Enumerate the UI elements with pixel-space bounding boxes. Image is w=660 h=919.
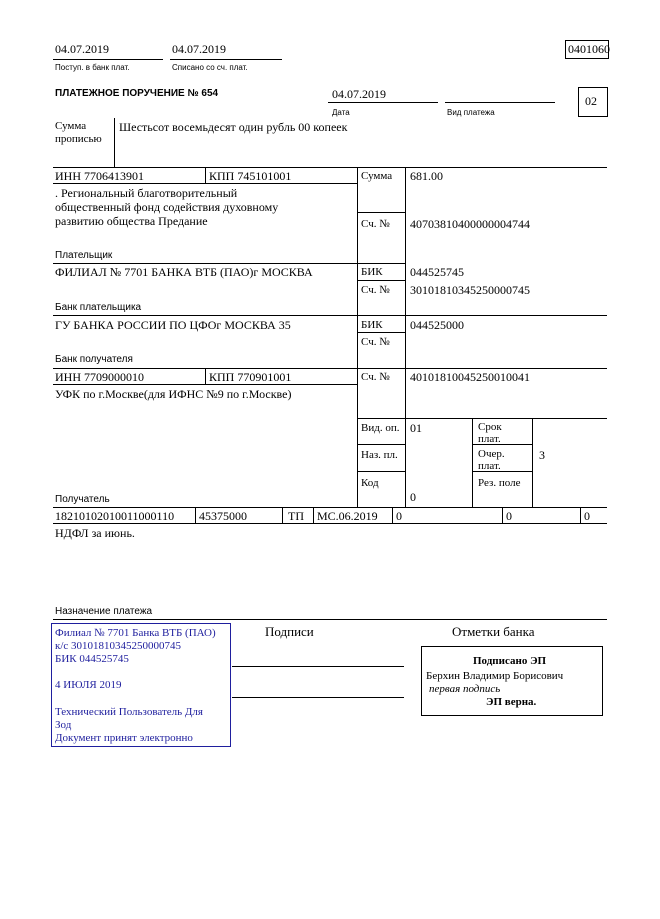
payer-bank-name: ФИЛИАЛ № 7701 БАНКА ВТБ (ПАО)г МОСКВА [55, 265, 313, 279]
e-signature-role: первая подпись [429, 683, 501, 695]
payer-inn-kpp-divider [205, 167, 206, 183]
ocher-label-1: Очер. [478, 448, 505, 460]
tax-divider-4 [392, 507, 393, 523]
amount-words-label-1: Сумма [55, 120, 87, 132]
tax-divider-6 [580, 507, 581, 523]
document-date-label: Дата [332, 108, 350, 117]
tax-period: МС.06.2019 [317, 509, 378, 523]
signature-line-2 [232, 697, 404, 698]
grid-line-v2 [405, 167, 406, 507]
payer-label: Плательщик [55, 250, 113, 261]
vid-op-value: 01 [410, 421, 422, 435]
payer-bank-label: Банк плательщика [55, 302, 142, 313]
purpose-label: Назначение платежа [55, 606, 153, 617]
document-date-line [328, 102, 438, 103]
debited-date-label: Списано со сч. плат. [172, 63, 248, 72]
payer-name-line-1: . Региональный благотворительный [55, 186, 238, 200]
payee-kpp: КПП 770901001 [209, 370, 292, 384]
received-date-line [53, 59, 163, 60]
payer-name-line-2: общественный фонд содействия духовному [55, 200, 279, 214]
payer-bank-account-label: Сч. № [361, 284, 390, 296]
sum-label: Сумма [361, 170, 393, 182]
kod-label: Код [361, 477, 379, 489]
payee-bank-name: ГУ БАНКА РОССИИ ПО ЦФОг МОСКВА 35 [55, 318, 291, 332]
payer-inn-line [53, 183, 357, 184]
payer-bottom-line [53, 263, 405, 264]
payee-bank-bik-label: БИК [361, 319, 383, 331]
bank-stamp-line-9: Документ принят электронно [55, 732, 193, 744]
status-code: 02 [585, 94, 597, 108]
purpose-bottom-line [53, 619, 607, 620]
payee-bank-bik-value: 044525000 [410, 318, 464, 332]
sum-value: 681.00 [410, 169, 443, 183]
payment-type-line [445, 102, 555, 103]
tax-type: 0 [584, 509, 590, 523]
form-code-box [565, 40, 609, 59]
tax-oktmo: 45375000 [199, 509, 247, 523]
bank-stamp-line-2: к/с 30101810345250000745 [55, 640, 182, 652]
ocher-label-2: плат. [478, 460, 501, 472]
debited-date-line [170, 59, 282, 60]
kod-value: 0 [410, 490, 416, 504]
payer-bank-bottom-line [53, 315, 607, 316]
payee-label: Получатель [55, 494, 110, 505]
naz-pl-label: Наз. пл. [361, 449, 398, 461]
purpose-text: НДФЛ за июнь. [55, 526, 135, 540]
amount-words-value: Шестьсот восемьдесят один рубль 00 копеек [119, 120, 348, 134]
rez-pole-label: Рез. поле [478, 477, 521, 489]
tax-row-bottom-line [53, 523, 607, 524]
payer-name-line-3: развитию общества Предание [55, 214, 208, 228]
payer-bank-account-value: 30101810345250000745 [410, 283, 530, 297]
vid-op-line [357, 444, 405, 445]
payment-type-label: Вид платежа [447, 108, 495, 117]
debited-date: 04.07.2019 [172, 42, 226, 56]
payee-bank-bik-line [357, 332, 405, 333]
grid-line-v1 [357, 167, 358, 507]
payee-inn: ИНН 7709000010 [55, 370, 144, 384]
payee-account-value: 40101810045250010041 [410, 370, 530, 384]
tax-divider-5 [502, 507, 503, 523]
bank-stamp-line-7: Технический Пользователь Для [55, 706, 203, 718]
tax-doc-number: 0 [396, 509, 402, 523]
received-date: 04.07.2019 [55, 42, 109, 56]
account-bottom-line [357, 418, 607, 419]
payee-bank-account-label: Сч. № [361, 336, 390, 348]
tax-kbk: 18210102010011000110 [55, 509, 175, 523]
form-code: 0401060 [568, 42, 610, 56]
bank-stamp-date: 4 ИЮЛЯ 2019 [55, 679, 122, 691]
payee-bank-label: Банк получателя [55, 354, 133, 365]
payer-account-label: Сч. № [361, 218, 390, 230]
tax-divider-3 [313, 507, 314, 523]
bank-stamp-line-8: Зод [55, 719, 72, 731]
tax-basis: ТП [288, 509, 304, 523]
vid-op-label: Вид. оп. [361, 422, 400, 434]
payer-inn: ИНН 7706413901 [55, 169, 144, 183]
e-signature-title: Подписано ЭП [473, 655, 547, 667]
document-title: ПЛАТЕЖНОЕ ПОРУЧЕНИЕ № 654 [55, 88, 219, 99]
ocher-value: 3 [539, 448, 545, 462]
amount-words-label-2: прописью [55, 133, 102, 145]
received-date-label: Поступ. в банк плат. [55, 63, 130, 72]
tax-divider-1 [195, 507, 196, 523]
e-signature-name: Берхин Владимир Борисович [426, 670, 564, 682]
status-code-box [578, 87, 608, 117]
payer-account-value: 40703810400000004744 [410, 217, 530, 231]
payee-name: УФК по г.Москве(для ИФНС №9 по г.Москве) [55, 387, 292, 401]
tax-divider-2 [282, 507, 283, 523]
payer-bank-bik-line [357, 280, 405, 281]
amount-words-bottom-line [53, 167, 607, 168]
payee-account-label: Сч. № [361, 371, 390, 383]
naz-pl-line [357, 471, 405, 472]
document-date: 04.07.2019 [332, 87, 386, 101]
signatures-label: Подписи [265, 624, 314, 639]
payee-inn-line [53, 384, 357, 385]
payee-bank-bottom-line [53, 368, 607, 369]
grid-line-v4 [532, 418, 533, 507]
payer-kpp: КПП 745101001 [209, 169, 292, 183]
payer-bank-bik-value: 044525745 [410, 265, 464, 279]
e-signature-status: ЭП верна. [486, 696, 537, 708]
bank-stamp-line-1: Филиал № 7701 Банка ВТБ (ПАО) [55, 627, 216, 639]
payee-bottom-line [53, 507, 607, 508]
payer-bank-bik-label: БИК [361, 266, 383, 278]
payee-inn-kpp-divider [205, 368, 206, 384]
signature-line-1 [232, 666, 404, 667]
bank-marks-label: Отметки банка [452, 624, 535, 639]
bank-stamp-line-3: БИК 044525745 [55, 653, 129, 665]
srok-label-2: плат. [478, 433, 501, 445]
grid-line-v3 [472, 418, 473, 507]
sum-bottom-line [357, 212, 405, 213]
tax-doc-date: 0 [506, 509, 512, 523]
amount-words-divider [114, 118, 115, 167]
srok-label-1: Срок [478, 421, 502, 433]
